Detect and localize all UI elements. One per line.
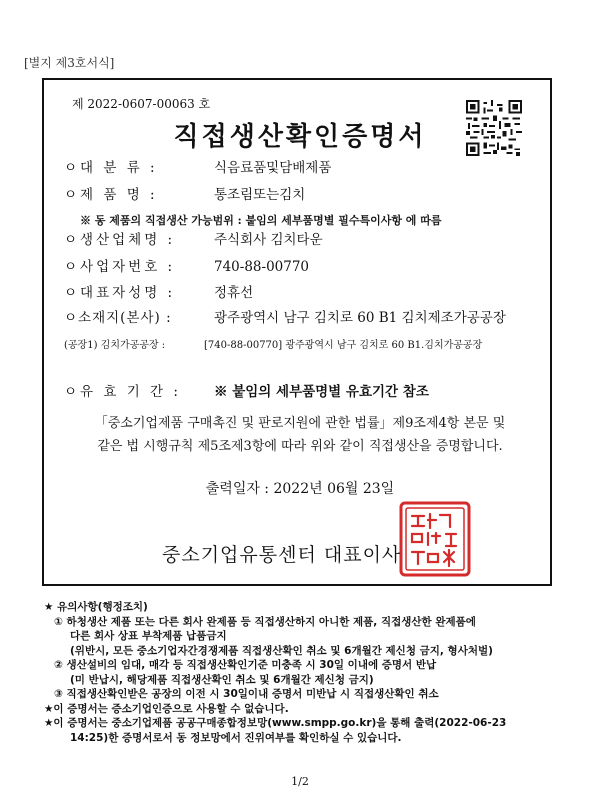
field-validity-value: ※ 붙임의 세부품명별 유효기간 참조: [214, 384, 429, 400]
notes-line: ② 생산설비의 임대, 매각 등 직접생산확인기준 미충족 시 30일 이내에 증명서 반납: [54, 659, 437, 671]
field-ceo: [64, 281, 253, 301]
field-business-no: [64, 255, 309, 275]
field-product-label: ㅇ제 품 명 :: [64, 187, 158, 203]
field-address-value: 광주광역시 남구 김치로 60 B1 김치제조가공공장: [214, 310, 506, 326]
notes-section: [44, 600, 564, 745]
field-validity-label: ㅇ유 효 기 간 :: [64, 384, 181, 400]
notes-line: 다른 회사 상표 부착제품 납품금지: [70, 630, 227, 642]
field-company: [64, 228, 323, 248]
notes-line: 14:25)한 증명서로서 동 정보망에서 진위여부를 확인하실 수 있습니다.: [70, 731, 402, 744]
notes-line: ★ 유의사항(행정조치): [44, 601, 148, 613]
field-company-value: 주식회사 김치타운: [214, 232, 323, 248]
field-ceo-label: ㅇ대표자성명 :: [64, 285, 176, 301]
field-category: [64, 156, 331, 176]
field-business-no-label: ㅇ사업자번호 :: [64, 259, 176, 275]
notes-line: (미 반납시, 해당제품 직접생산확인 취소 및 6개월간 제신청 금지): [70, 673, 374, 686]
certification-statement: [60, 412, 540, 458]
field-product: [64, 183, 305, 203]
field-validity: [64, 380, 429, 400]
notes-line: ★이 증명서는 중소기업제품 공공구매종합정보망(www.smpp.go.kr)을 통해 출력(2022-06-23: [44, 717, 507, 729]
scope-note: ※ 동 제품의 직접생산 가능범위 : 붙임의 세부품명별 필수특이사항 에 따름: [80, 214, 442, 227]
field-business-no-value: 740-88-00770: [214, 259, 310, 275]
field-factory-value: [740-88-00770] 광주광역시 남구 김치로 60 B1.김치가공공장: [204, 340, 483, 351]
form-label: [별지 제3호서식]: [24, 56, 115, 70]
field-factory: [64, 336, 482, 351]
field-address: [64, 306, 506, 326]
page-title: 직접생산확인증명서: [173, 122, 427, 152]
statement-line: 같은 법 시행규칙 제5조제3항에 따라 위와 같이 직접생산을 증명합니다.: [97, 439, 503, 454]
field-company-label: ㅇ생산업체명 :: [64, 232, 176, 248]
field-category-label: ㅇ대 분 류 :: [64, 160, 158, 176]
notes-line: ★이 증명서는 증소기업인증으로 사용할 수 없습니다.: [44, 702, 289, 715]
page-number: 1/2: [291, 775, 309, 788]
field-factory-label: (공장1) 김치가공공장 :: [64, 340, 166, 351]
statement-line: 「중소기업제품 구매촉진 및 판로지원에 관한 법률」제9조제4항 본문 및: [94, 416, 506, 431]
notes-line: ① 하청생산 제품 또는 다른 회사 완제품 등 직접생산하지 아니한 제품, 직접생산한 완제품에: [54, 615, 476, 628]
certificate-number: 제 2022-0607-00063 호: [72, 97, 211, 111]
issuer-name: 중소기업유통센터 대표이사: [162, 544, 402, 566]
print-date: 출력일자 : 2022년 06월 23일: [205, 481, 395, 497]
field-address-label: ㅇ소재지(본사) :: [64, 310, 172, 326]
official-seal-icon: [398, 500, 472, 578]
notes-line: (위반시, 모든 중소기업자간경쟁제품 직접생산확인 취소 및 6개월간 제신청 금지, 형사처벌): [70, 644, 493, 657]
field-category-value: 식음료품및담배제품: [214, 160, 332, 176]
notes-line: ③ 직접생산확인받은 공장의 이전 시 30일이내 증명서 미반납 시 직접생산확인 취소: [54, 688, 439, 700]
field-ceo-value: 정휴선: [214, 285, 254, 301]
field-product-value: 통조림또는김치: [214, 187, 306, 203]
